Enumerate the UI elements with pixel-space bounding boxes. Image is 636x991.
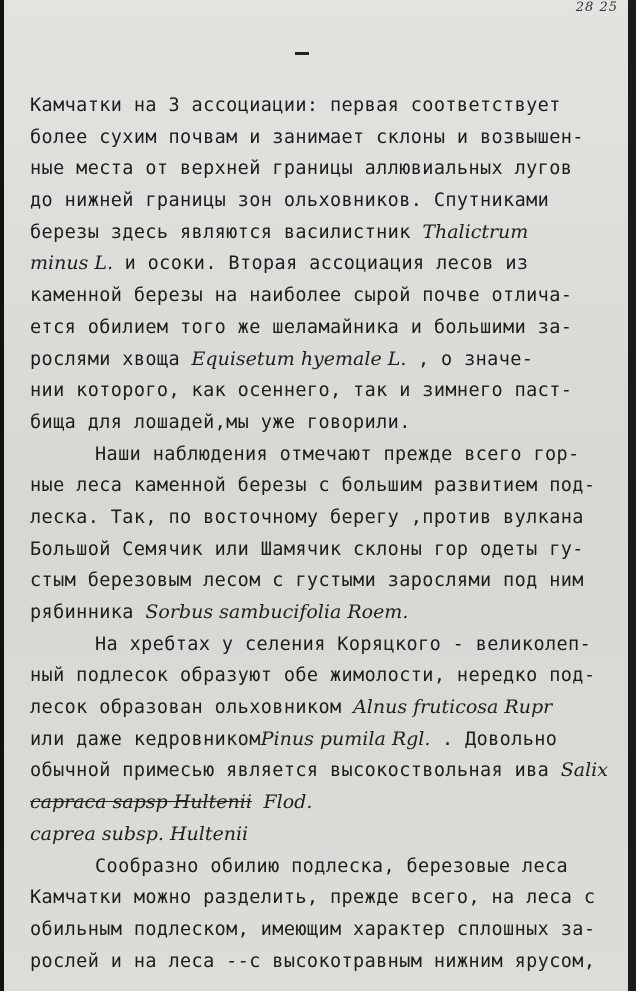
handwritten-latin-name: minus L. [30,252,114,275]
text-line [30,787,615,819]
text-line: березы здесь являются василистник Thalictrum [30,220,529,243]
text-line: более сухим почвам и занимает склоны и возвышен- [30,126,584,148]
text-line: ный подлесок образуют обе жимолости, нередко под- [30,665,596,687]
text-line: нии которого, как осеннего, так и зимнего паст- [30,380,573,402]
handwritten-latin-name: Alnus fruticosa Rupr [353,696,553,719]
handwritten-latin-name: Pinus pumila Rgl. [260,727,431,750]
text-line: рослей и на леса --с высокотравным нижним ярусом, [30,950,596,972]
text-line: до нижней границы зон ольховников. Спутниками [30,190,550,212]
text-line: Большой Семячик или Шамячик склоны гор одеты гу- [30,538,584,560]
page-left-edge [0,0,4,991]
text-line: Наши наблюдения отмечают прежде всего гор- [95,443,580,465]
text-line: ные леса каменной березы с большим развитием под- [30,475,596,497]
text-line [30,819,615,851]
text-line: каменной березы на наиболее сырой почве отлича- [30,285,573,307]
handwritten-latin-name: caprea subsp. Hultenii [30,822,249,845]
text-line: minus L. и осоки. Вторая ассоциация лесов из [30,252,529,275]
text-line: или даже кедровникомPinus pumila Rgl. . Довольно [30,727,558,750]
handwritten-latin-name: Salix [560,759,608,782]
page-number-dash [295,52,309,55]
text-line: бища для лошадей,мы уже говорили. [30,411,411,433]
text-line: Камчатки можно разделить, прежде всего, на леса с [30,887,596,909]
handwritten-latin-name: Thalictrum [422,220,529,243]
text-line: обычной примесью является высокоствольная ива Salix [30,759,608,782]
text-line: Камчатки на 3 ассоциации: первая соответствует [30,95,561,116]
text-line: стым березовым лесом с густыми зарослями под ним [30,570,584,592]
text-line: ется обилием того же шеламайника и большими за- [30,316,573,338]
text-line: рослями хвоща Equisetum hyemale L. , о значе- [30,347,534,370]
text-line: обильным подлеском, имеющим характер сплошных за- [30,918,596,940]
typed-text-body [30,90,615,977]
text-line: ные места от верхней границы аллювиальных лугов [30,158,573,180]
page-folio-number: 28 25 [575,0,618,15]
text-line: На хребтах у селения Коряцкого - великолеп- [95,633,592,655]
page-right-edge [628,0,636,991]
text-line: лесок образован ольховником Alnus fruticosa Rupr [30,696,553,719]
handwritten-latin-name: Equisetum hyemale L. [191,347,407,370]
text-line: леска. Так, по восточному берегу ,против вулкана [30,506,584,528]
handwritten-struck-text: capraca sapsp Hultenii [30,791,252,814]
text-line: Сообразно обилию подлеска, березовые леса [95,855,569,877]
text-line: рябинника Sorbus sambucifolia Roem. [30,601,409,623]
handwritten-latin-name: Sorbus sambucifolia Roem. [145,601,409,623]
handwritten-latin-name: Flod. [263,791,313,814]
